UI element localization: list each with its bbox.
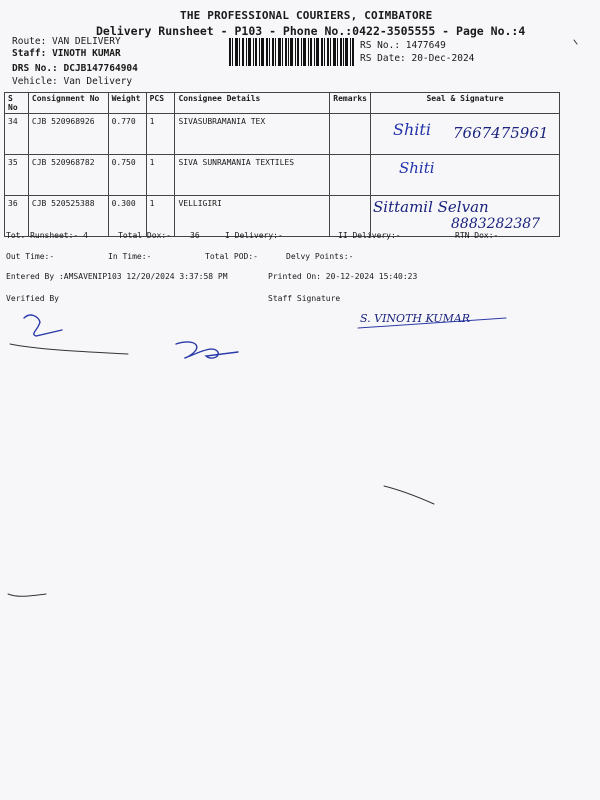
route-text: Route: VAN DELIVERY bbox=[12, 36, 121, 47]
total-pod: Total POD:- bbox=[205, 252, 258, 261]
verified-by-label: Verified By bbox=[6, 294, 59, 303]
cell-pcs: 1 bbox=[146, 196, 175, 237]
vehicle-text: Vehicle: Van Delivery bbox=[12, 76, 133, 87]
table-header-row bbox=[5, 93, 560, 114]
col-header-pcs: PCS bbox=[146, 93, 175, 114]
handwritten-signature: Shiti bbox=[399, 159, 435, 177]
cell-signature bbox=[371, 114, 560, 155]
entered-by: Entered By :AMSAVENIP103 12/20/2024 3:37:58 PM bbox=[6, 272, 228, 281]
col-header-weight: Weight bbox=[108, 93, 146, 114]
col-header-consignee: Consignee Details bbox=[175, 93, 330, 114]
cell-weight: 0.750 bbox=[108, 155, 146, 196]
staff-signature-label: Staff Signature bbox=[268, 294, 341, 303]
barcode bbox=[229, 38, 354, 66]
stray-mark bbox=[384, 486, 434, 504]
rtn-dox: RTN Dox:- bbox=[455, 231, 499, 240]
cell-consignment: CJB 520968782 bbox=[28, 155, 108, 196]
cell-consignee: VELLIGIRI bbox=[175, 196, 330, 237]
handwritten-signature: Shiti bbox=[393, 120, 431, 139]
verifier-signature-scribble bbox=[24, 315, 62, 336]
staff-line bbox=[12, 48, 121, 59]
cell-sno: 36 bbox=[5, 196, 29, 237]
col-header-signature: Seal & Signature bbox=[371, 93, 560, 114]
delvy-points: Delvy Points:- bbox=[286, 252, 354, 261]
runsheet-table bbox=[4, 92, 560, 237]
total-dox-label: Total Dox:- bbox=[118, 231, 171, 240]
out-time: Out Time:- bbox=[6, 252, 55, 261]
cell-weight: 0.300 bbox=[108, 196, 146, 237]
cell-pcs: 1 bbox=[146, 155, 175, 196]
staff-signed-name: S. VINOTH KUMAR bbox=[360, 312, 471, 325]
rs-number: RS No.: 1477649 bbox=[360, 40, 446, 51]
stray-line bbox=[10, 344, 128, 354]
col-header-sno: S No bbox=[5, 93, 29, 114]
cell-consignee: SIVA SUNRAMANIA TEXTILES bbox=[175, 155, 330, 196]
handwritten-phone: 7667475961 bbox=[453, 124, 549, 142]
initials-scribble bbox=[176, 342, 238, 358]
staff-value: VINOTH KUMAR bbox=[52, 48, 121, 59]
staff-label: Staff: bbox=[12, 48, 47, 59]
runsheet-title: Delivery Runsheet - P103 - Phone No.:0422-3505555 - Page No.:4 bbox=[96, 24, 526, 38]
drs-label: DRS No.: bbox=[12, 63, 58, 74]
rs-date: RS Date: 20-Dec-2024 bbox=[360, 53, 475, 64]
cell-sno: 35 bbox=[5, 155, 29, 196]
table-row bbox=[5, 155, 560, 196]
ii-delivery: II Delivery:- bbox=[338, 231, 401, 240]
cell-weight: 0.770 bbox=[108, 114, 146, 155]
col-header-remarks: Remarks bbox=[330, 93, 371, 114]
cell-remarks bbox=[330, 114, 371, 155]
total-dox-value: 36 bbox=[190, 231, 200, 240]
printed-on: Printed On: 20-12-2024 15:40:23 bbox=[268, 272, 418, 281]
cell-remarks bbox=[330, 155, 371, 196]
cell-consignment: CJB 520525388 bbox=[28, 196, 108, 237]
i-delivery: I Delivery:- bbox=[225, 231, 283, 240]
stray-mark-edge bbox=[574, 40, 577, 44]
cell-consignee: SIVASUBRAMANIA TEX bbox=[175, 114, 330, 155]
cell-sno: 34 bbox=[5, 114, 29, 155]
col-header-consignment: Consignment No bbox=[28, 93, 108, 114]
in-time: In Time:- bbox=[108, 252, 152, 261]
tot-runsheet: Tot. Runsheet:- 4 bbox=[6, 231, 88, 240]
stray-mark-left bbox=[8, 594, 46, 596]
cell-pcs: 1 bbox=[146, 114, 175, 155]
cell-signature bbox=[371, 155, 560, 196]
cell-consignment: CJB 520968926 bbox=[28, 114, 108, 155]
drs-value: DCJB147764904 bbox=[63, 63, 138, 74]
table-row bbox=[5, 114, 560, 155]
drs-line bbox=[12, 63, 138, 74]
handwritten-signature: Sittamil Selvan bbox=[373, 198, 489, 216]
company-title: THE PROFESSIONAL COURIERS, COIMBATORE bbox=[180, 9, 433, 22]
handwritten-phone: 8883282387 bbox=[451, 216, 541, 232]
